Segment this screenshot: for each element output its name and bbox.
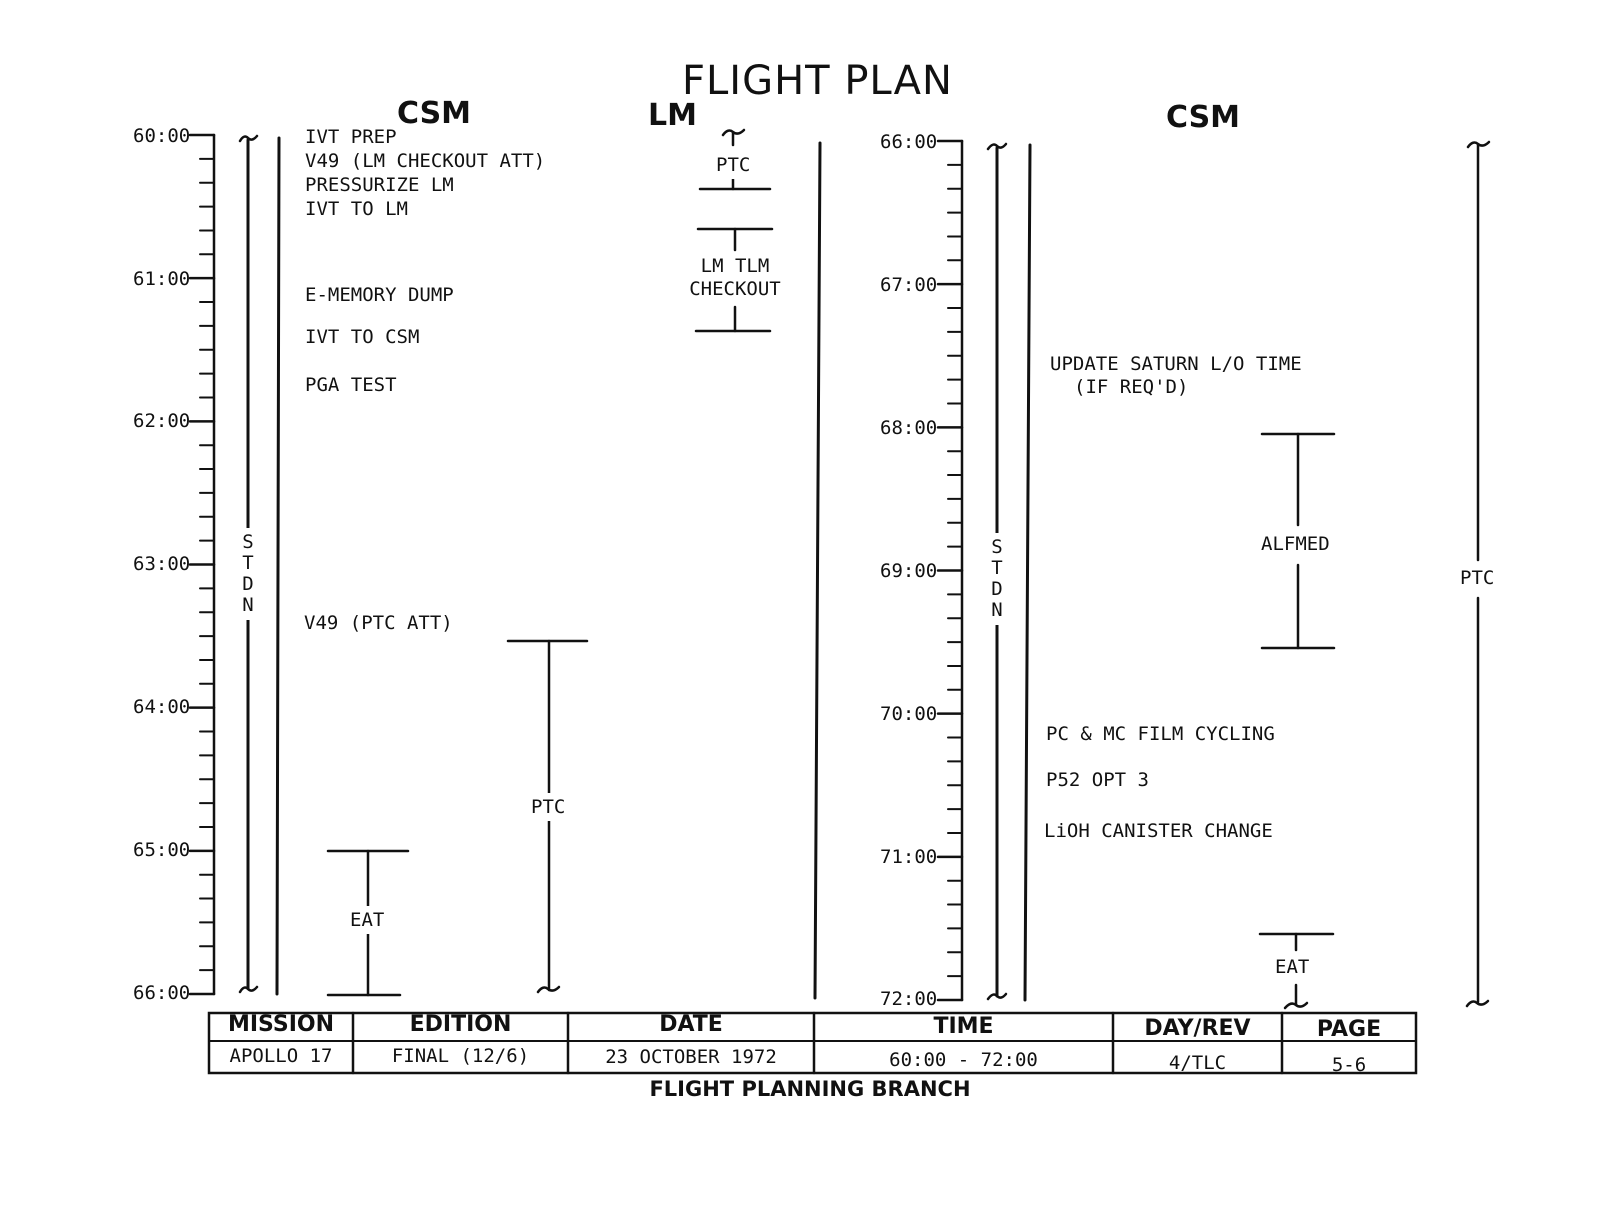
csm-activity: P52 OPT 3	[1046, 769, 1149, 791]
right-time-tick: 66:00	[880, 131, 938, 153]
lm-ptc-label: PTC	[716, 151, 750, 179]
csm-activity: LiOH CANISTER CHANGE	[1044, 820, 1273, 842]
footer-value-time: 60:00 - 72:00	[889, 1049, 1038, 1071]
right-time-tick: 67:00	[880, 274, 938, 296]
left-ptc-label: PTC	[531, 793, 565, 821]
stdn-letter: S	[242, 531, 254, 553]
right-eat-label: EAT	[1275, 953, 1309, 981]
footer-header-date: DATE	[659, 1012, 723, 1037]
csm-activity: V49 (PTC ATT)	[304, 612, 453, 634]
csm-activity: IVT PREP	[305, 126, 397, 148]
csm-activity: PGA TEST	[305, 374, 397, 396]
footer-header-page: PAGE	[1316, 1017, 1382, 1042]
left-time-scale	[190, 135, 214, 994]
footer-header-mission: MISSION	[227, 1012, 335, 1037]
csm-activity: V49 (LM CHECKOUT ATT)	[305, 150, 546, 172]
right-stdn-label	[986, 533, 1008, 625]
footer-value-edition: FINAL (12/6)	[391, 1045, 530, 1067]
left-time-tick: 66:00	[133, 982, 191, 1004]
left-time-tick: 62:00	[133, 410, 191, 432]
left-stdn-label	[237, 528, 259, 620]
stdn-letter: N	[242, 594, 254, 616]
right-ptc-label: PTC	[1460, 564, 1494, 592]
footer-value-mission: APOLLO 17	[229, 1045, 333, 1067]
right-csm-divider	[1025, 145, 1030, 1000]
footer-branch: FLIGHT PLANNING BRANCH	[649, 1077, 971, 1101]
alfmed-label: ALFMED	[1261, 530, 1330, 558]
csm-activity: PC & MC FILM CYCLING	[1046, 723, 1275, 745]
left-csm-divider	[277, 138, 279, 994]
csm-activity: IVT TO CSM	[305, 326, 420, 348]
left-time-tick: 60:00	[133, 125, 191, 147]
footer-value-dayrev: 4/TLC	[1168, 1052, 1227, 1074]
csm-activity: (IF REQ'D)	[1074, 376, 1189, 398]
left-eat-label: EAT	[350, 906, 384, 934]
right-time-tick: 68:00	[880, 417, 938, 439]
lm-tlm-line: LM TLM	[700, 255, 770, 277]
lm-tlm-line: CHECKOUT	[689, 278, 781, 300]
footer-value-page: 5-6	[1331, 1054, 1367, 1076]
page-title: FLIGHT PLAN	[682, 58, 953, 104]
footer-value-date: 23 OCTOBER 1972	[605, 1046, 777, 1068]
stdn-letter: D	[242, 573, 254, 595]
lm-header: LM	[648, 98, 697, 133]
right-time-tick: 69:00	[880, 560, 938, 582]
csm-activity: UPDATE SATURN L/O TIME	[1050, 353, 1302, 375]
csm-activity: IVT TO LM	[305, 198, 408, 220]
stdn-letter: N	[991, 599, 1003, 621]
stdn-letter: S	[991, 536, 1003, 558]
right-time-tick: 72:00	[880, 988, 938, 1010]
left-time-tick: 61:00	[133, 268, 191, 290]
stdn-letter: T	[242, 552, 254, 574]
right-time-scale	[938, 141, 962, 1000]
left-time-tick: 64:00	[133, 696, 191, 718]
left-time-tick: 63:00	[133, 553, 191, 575]
footer-header-dayrev: DAY/REV	[1144, 1016, 1251, 1041]
footer-header-time: TIME	[933, 1014, 994, 1039]
left-time-tick: 65:00	[133, 839, 191, 861]
stdn-letter: T	[991, 557, 1003, 579]
stdn-letter: D	[991, 578, 1003, 600]
right-time-tick: 71:00	[880, 846, 938, 868]
csm-activity: PRESSURIZE LM	[305, 174, 454, 196]
lm-tlm-checkout-label	[680, 255, 790, 301]
footer-header-edition: EDITION	[409, 1012, 512, 1037]
center-divider	[815, 143, 820, 998]
csm-activity: E-MEMORY DUMP	[305, 284, 454, 306]
left-csm-header: CSM	[397, 96, 472, 131]
right-time-tick: 70:00	[880, 703, 938, 725]
right-csm-header: CSM	[1166, 100, 1241, 135]
